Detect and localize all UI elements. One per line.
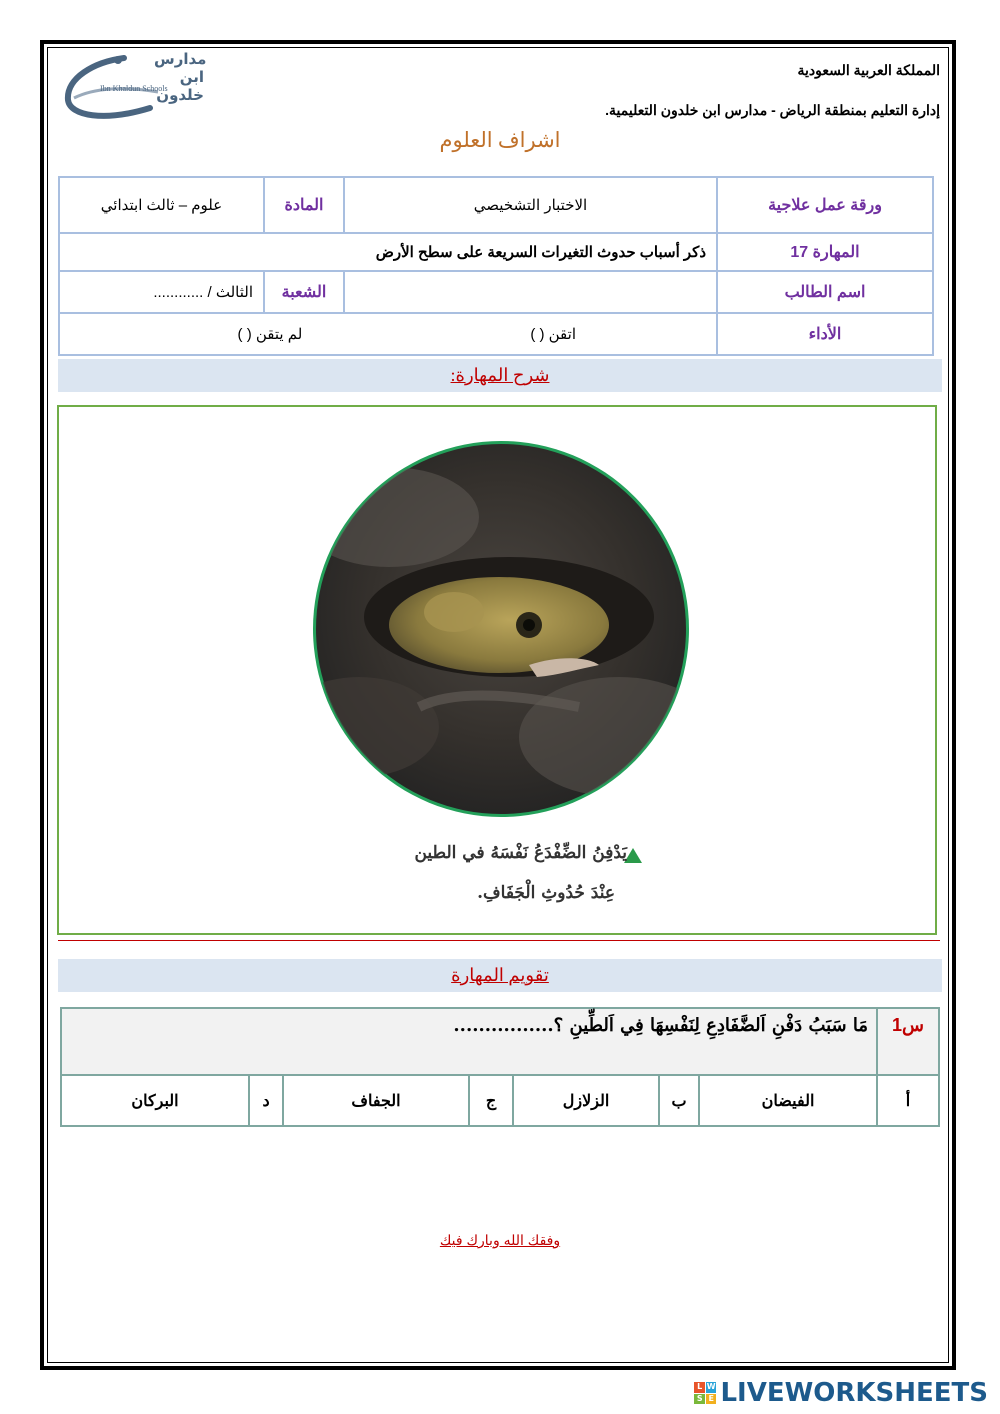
performance-label: الأداء: [717, 313, 933, 355]
option-drought[interactable]: الجفاف: [283, 1075, 469, 1126]
option-volcano[interactable]: البركان: [61, 1075, 249, 1126]
explanation-image-box: [57, 405, 937, 935]
explanation-band: [58, 359, 942, 392]
administration-title: إدارة التعليم بمنطقة الرياض - مدارس ابن خلدون التعليمية.: [605, 102, 940, 118]
liveworksheets-wordmark: LIVEWORKSHEETS: [720, 1378, 988, 1408]
option-letter-d: د: [249, 1075, 283, 1126]
subject-label: المادة: [264, 177, 344, 233]
liveworksheets-logo-icon: L W S E: [694, 1382, 716, 1404]
evaluation-band: [58, 959, 942, 992]
closing-message: وفقك الله وبارك فيك: [439, 1232, 561, 1248]
option-letter-c: ج: [469, 1075, 513, 1126]
school-logo: [54, 48, 207, 124]
info-table: [58, 176, 934, 356]
option-letter-a: أ: [877, 1075, 939, 1126]
section-label: الشعبة: [264, 271, 344, 313]
logo-text-line2: ابن خلدون: [156, 68, 204, 104]
not-mastered-option[interactable]: لم يتقن ( ): [237, 326, 303, 343]
worksheet-label: ورقة عمل علاجية: [717, 177, 933, 233]
option-flood[interactable]: الفيضان: [699, 1075, 877, 1126]
option-letter-b: ب: [659, 1075, 699, 1126]
kingdom-title: المملكة العربية السعودية: [797, 62, 940, 78]
student-name-field[interactable]: [344, 271, 717, 313]
logo-text-english: Ibn Khaldun Schools: [100, 84, 168, 93]
skill-label: المهارة 17: [717, 233, 933, 271]
question-number: س1: [877, 1008, 939, 1075]
section-divider: [58, 940, 940, 941]
test-type: الاختبار التشخيصي: [344, 177, 717, 233]
subject-value: علوم – ثالث ابتدائي: [59, 177, 264, 233]
student-name-label: اسم الطالب: [717, 271, 933, 313]
caption-line1: يَدْفِنُ الضِّفْدَعُ نَفْسَهُ في الطين: [414, 843, 627, 863]
question-text: مَا سَبَبُ دَفْنِ اَلضَّفَادِعِ لِنَفْسِهَا فِي اَلطِّينِ ؟................: [61, 1008, 877, 1075]
performance-options: [59, 313, 717, 355]
logo-text-line1: مدارس: [154, 50, 207, 68]
evaluation-title: تقويم المهارة: [451, 965, 549, 985]
supervision-title: اشراف العلوم: [439, 128, 561, 152]
explanation-title: شرح المهارة:: [450, 365, 550, 385]
option-earthquakes[interactable]: الزلازل: [513, 1075, 659, 1126]
skill-value: ذكر أسباب حدوث التغيرات السريعة على سطح الأرض: [59, 233, 717, 271]
mastered-option[interactable]: اتقن ( ): [530, 326, 576, 343]
caption-line2: عِنْدَ حُدُوثِ الْجَفَافِ.: [477, 883, 615, 903]
section-value[interactable]: الثالث / ............: [59, 271, 264, 313]
liveworksheets-brand[interactable]: [694, 1378, 988, 1408]
question-table: [60, 1007, 940, 1127]
